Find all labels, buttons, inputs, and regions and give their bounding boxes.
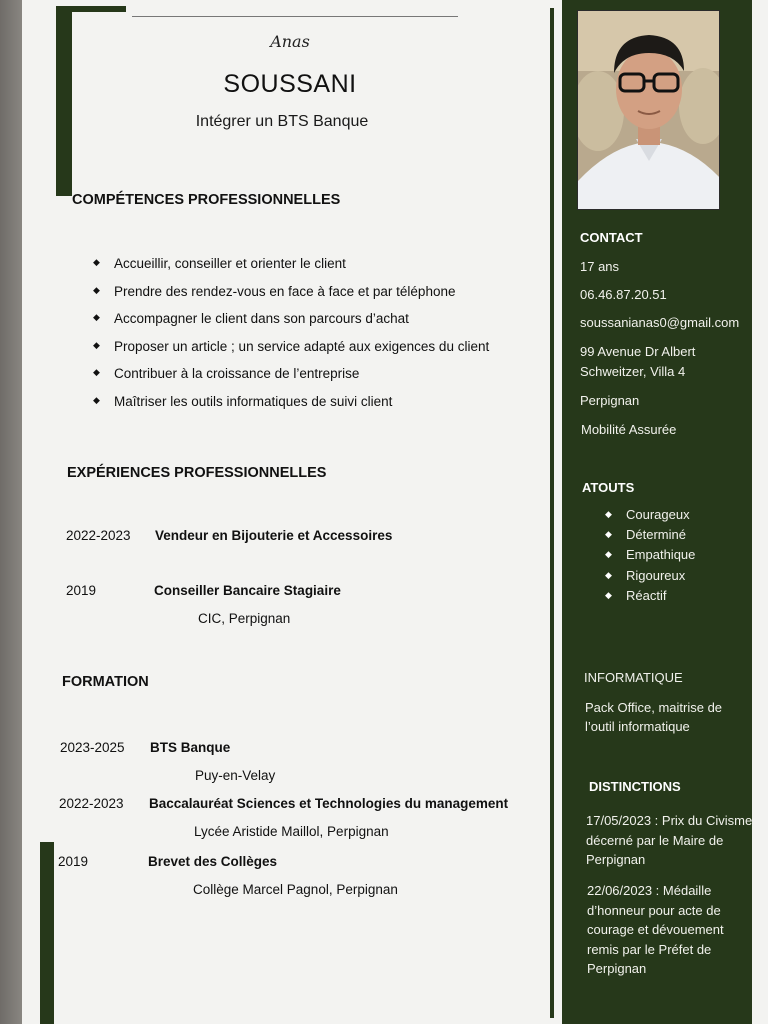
list-item: ◆ Proposer un article ; un service adapté aux exigences du client xyxy=(90,339,489,367)
experience-title: Vendeur en Bijouterie et Accessoires xyxy=(155,528,393,543)
distinction-line: remis par le Préfet de xyxy=(587,941,712,957)
contact-age: 17 ans xyxy=(580,259,620,274)
distinction-line: 17/05/2023 : Prix du Civisme xyxy=(586,813,753,828)
experience-year: 2019 xyxy=(66,583,97,598)
profile-photo xyxy=(577,10,720,210)
sidebar-rule xyxy=(550,8,554,1018)
experience-place: CIC, Perpignan xyxy=(198,611,291,626)
distinction-line: courage et dévouement xyxy=(587,922,724,937)
education-year: 2023-2025 xyxy=(60,740,125,755)
list-item: ◆ Courageux xyxy=(605,507,695,527)
education-title: Baccalauréat Sciences et Technologies du management xyxy=(149,796,509,811)
contact-mobility: Mobilité Assurée xyxy=(581,422,677,437)
strengths-heading: ATOUTS xyxy=(582,480,635,495)
distinction-line: Perpignan xyxy=(587,961,647,976)
education-place: Collège Marcel Pagnol, Perpignan xyxy=(193,882,398,897)
computing-heading: INFORMATIQUE xyxy=(584,670,683,685)
distinctions-heading: DISTINCTIONS xyxy=(589,779,681,794)
first-name: Anas xyxy=(270,32,310,51)
computing-line2: l’outil informatique xyxy=(585,719,690,734)
education-heading: FORMATION xyxy=(62,674,149,690)
skills-list xyxy=(90,256,489,422)
list-item: ◆ Déterminé xyxy=(605,527,695,547)
contact-address-line1: 99 Avenue Dr Albert xyxy=(580,344,696,359)
contact-city: Perpignan xyxy=(580,393,640,408)
list-item: ◆ Prendre des rendez-vous en face à face et par téléphone xyxy=(90,284,489,312)
corner-decoration-bottom xyxy=(40,842,54,1024)
list-item: ◆ Empathique xyxy=(605,547,695,567)
education-title: Brevet des Collèges xyxy=(148,854,278,869)
portrait-illustration xyxy=(578,11,720,210)
last-name: SOUSSANI xyxy=(223,70,357,98)
distinction-line: 22/06/2023 : Médaille xyxy=(587,883,712,898)
header-rule xyxy=(132,16,458,17)
list-item: ◆ Maîtriser les outils informatiques de suivi client xyxy=(90,394,489,422)
education-title: BTS Banque xyxy=(150,740,231,755)
distinction-line: Perpignan xyxy=(586,852,646,867)
experience-title: Conseiller Bancaire Stagiaire xyxy=(154,583,341,598)
career-objective: Intégrer un BTS Banque xyxy=(195,113,369,130)
list-item: ◆ Contribuer à la croissance de l’entreprise xyxy=(90,366,489,394)
distinction-entry xyxy=(587,881,767,979)
education-year: 2022-2023 xyxy=(59,796,124,811)
distinction-line: décerné par le Maire de xyxy=(586,832,724,848)
experience-year: 2022-2023 xyxy=(66,528,131,543)
corner-decoration-top xyxy=(56,6,126,196)
distinction-line: d’honneur pour acte de xyxy=(587,902,721,918)
contact-address-line2: Schweitzer, Villa 4 xyxy=(580,364,686,379)
list-item: ◆ Rigoureux xyxy=(605,568,695,588)
list-item: ◆ Réactif xyxy=(605,588,695,608)
computing-line1: Pack Office, maitrise de xyxy=(585,700,723,715)
education-year: 2019 xyxy=(58,854,89,869)
contact-phone: 06.46.87.20.51 xyxy=(580,287,667,302)
education-place: Puy-en-Velay xyxy=(195,768,276,783)
distinction-entry xyxy=(586,811,766,870)
contact-heading: CONTACT xyxy=(580,230,643,245)
education-place: Lycée Aristide Maillol, Perpignan xyxy=(194,824,389,839)
strengths-list xyxy=(605,507,695,608)
contact-email: soussanianas0@gmail.com xyxy=(580,315,740,330)
skills-heading: COMPÉTENCES PROFESSIONNELLES xyxy=(72,192,341,208)
experience-heading: EXPÉRIENCES PROFESSIONNELLES xyxy=(67,465,327,481)
list-item: ◆ Accompagner le client dans son parcours d’achat xyxy=(90,311,489,339)
list-item: ◆ Accueillir, conseiller et orienter le client xyxy=(90,256,489,284)
